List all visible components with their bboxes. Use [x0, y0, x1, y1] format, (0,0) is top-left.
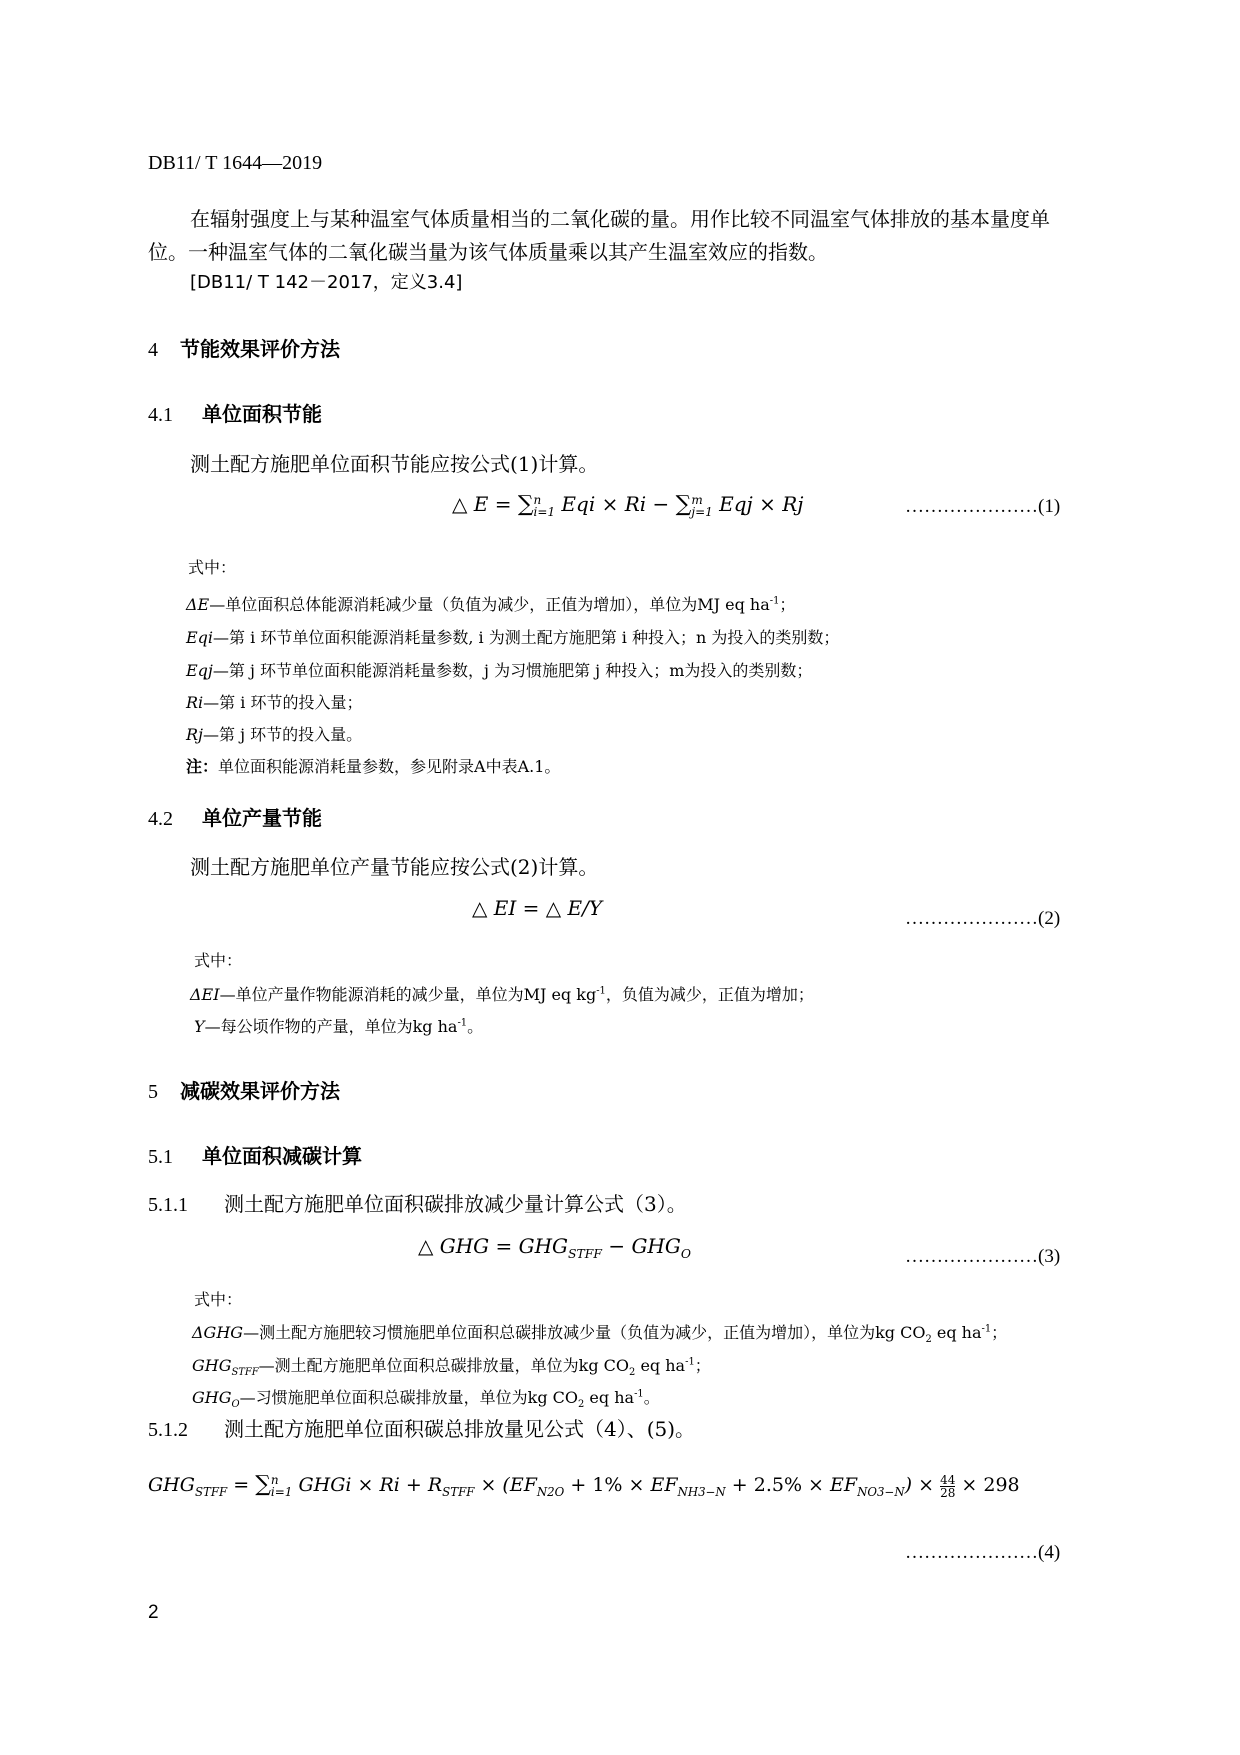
section-number: 4.2 [148, 808, 173, 830]
symbol: ΔGHG [192, 1323, 244, 1342]
clause-number: 5.1.1 [148, 1194, 188, 1216]
definition-delta-ghg: ΔGHG—测土配方施肥较习惯施肥单位面积总碳排放减少量（负值为减少，正值为增加），单位为kg $CO_2$ eq $ha^{-1}$； [192, 1323, 1008, 1346]
section-number: 5.1 [148, 1146, 173, 1168]
section-5-1-heading [148, 1140, 362, 1169]
where-label: 式中： [194, 1290, 243, 1309]
section-4-heading [148, 333, 340, 362]
intro-line-2: 位。一种温室气体的二氧化碳当量为该气体质量乘以其产生温室效应的指数。 [148, 240, 828, 264]
formula-1: △ E = ∑ n i=1 Eqi × Ri − ∑ m j=1 Eqj × Rj [452, 492, 804, 519]
symbol: Eqi [186, 628, 214, 647]
intro-line-1: 在辐射强度上与某种温室气体质量相当的二氧化碳的量。用作比较不同温室气体排放的基本量度单 [190, 207, 1050, 231]
note-label: 注： [186, 757, 219, 776]
symbol: GHG [192, 1356, 232, 1375]
section-4-2-heading [148, 802, 322, 831]
formula-1-number: …………………(1) [905, 496, 1061, 517]
symbol: ΔE [186, 595, 210, 614]
definition-y: Y—每公顷作物的产量，单位为kg $ha^{-1}$。 [194, 1017, 484, 1036]
section-number: 5 [148, 1081, 158, 1103]
section-4-1-heading [148, 398, 322, 427]
paragraph-5-1-2: 5.1.2 测土配方施肥单位面积碳总排放量见公式（4）、(5)。 [148, 1417, 696, 1441]
paragraph-5-1-1: 5.1.1 测土配方施肥单位面积碳排放减少量计算公式（3）。 [148, 1192, 687, 1216]
where-label: 式中： [194, 951, 243, 970]
citation: [DB11/ T 142－2017，定义3.4] [190, 272, 463, 293]
definition-rj: Rj—第 j 环节的投入量。 [186, 725, 363, 744]
section-title: 减碳效果评价方法 [180, 1079, 340, 1103]
definition-ri: Ri—第 i 环节的投入量； [186, 693, 363, 712]
page-number: 2 [148, 1602, 159, 1623]
definition-ghg-o: $GHG_O—$习惯施肥单位面积总碳排放量，单位为kg $CO_2$ eq $ha^{-1}$。 [192, 1388, 660, 1411]
clause-number: 5.1.2 [148, 1419, 188, 1441]
note [186, 754, 560, 777]
formula-2-number: …………………(2) [905, 908, 1061, 929]
paragraph-4-1: 测土配方施肥单位面积节能应按公式(1)计算。 [190, 452, 599, 476]
where-label: 式中： [188, 558, 237, 577]
symbol: Ri [186, 693, 204, 712]
note-text: 单位面积能源消耗量参数，参见附录A中表A.1。 [218, 757, 561, 776]
formula-3: △ GHG = $GHG_{STFF} - GHG_O$ [418, 1234, 692, 1261]
formula-2: △ EI = △ E/Y [472, 896, 603, 920]
definition-delta-e: ΔE—单位面积总体能源消耗减少量（负值为减少，正值为增加），单位为MJ eq $ha^{-1}$； [186, 595, 796, 614]
definition-eqj: Eqj—第 j 环节单位面积能源消耗量参数，j 为习惯施肥第 j 种投入；m为投入的类别数； [186, 661, 813, 680]
symbol: ΔEI [190, 985, 220, 1004]
section-title: 单位面积减碳计算 [202, 1144, 362, 1168]
section-title: 单位产量节能 [202, 806, 322, 830]
symbol: Y [194, 1017, 205, 1036]
symbol: Rj [186, 725, 204, 744]
section-number: 4.1 [148, 404, 173, 426]
formula-3-number: …………………(3) [905, 1246, 1061, 1267]
document-code: DB11/ T 1644—2019 [148, 152, 323, 174]
formula-4: $GHG_{STFF}$ = ∑ n i=1 GHGi × $Ri + R_{STFF} \times (EF_{N2O} + 1\% \times EF_{NH3-N} + 2.5\% \times EF_{NO3-N})$ × $\frac{44}{28}$ × 298 [148, 1472, 1020, 1500]
definition-delta-ei: ΔEI—单位产量作物能源消耗的减少量，单位为MJ eq $kg^{-1}$，负值为减少，正值为增加； [190, 985, 814, 1004]
paragraph-4-2: 测土配方施肥单位产量节能应按公式(2)计算。 [190, 855, 599, 879]
section-5-heading [148, 1075, 340, 1104]
symbol: GHG [192, 1388, 232, 1407]
definition-ghg-stff: $GHG_{STFF}—$测土配方施肥单位面积总碳排放量，单位为kg $CO_2$ eq $ha^{-1}$； [192, 1356, 711, 1379]
section-title: 单位面积节能 [202, 402, 322, 426]
section-title: 节能效果评价方法 [180, 337, 340, 361]
symbol: Eqj [186, 661, 213, 680]
definition-eqi: Eqi—第 i 环节单位面积能源消耗量参数, i 为测土配方施肥第 i 种投入；n 为投入的类别数； [186, 628, 840, 647]
formula-4-number: …………………(4) [905, 1542, 1061, 1563]
section-number: 4 [148, 339, 158, 361]
